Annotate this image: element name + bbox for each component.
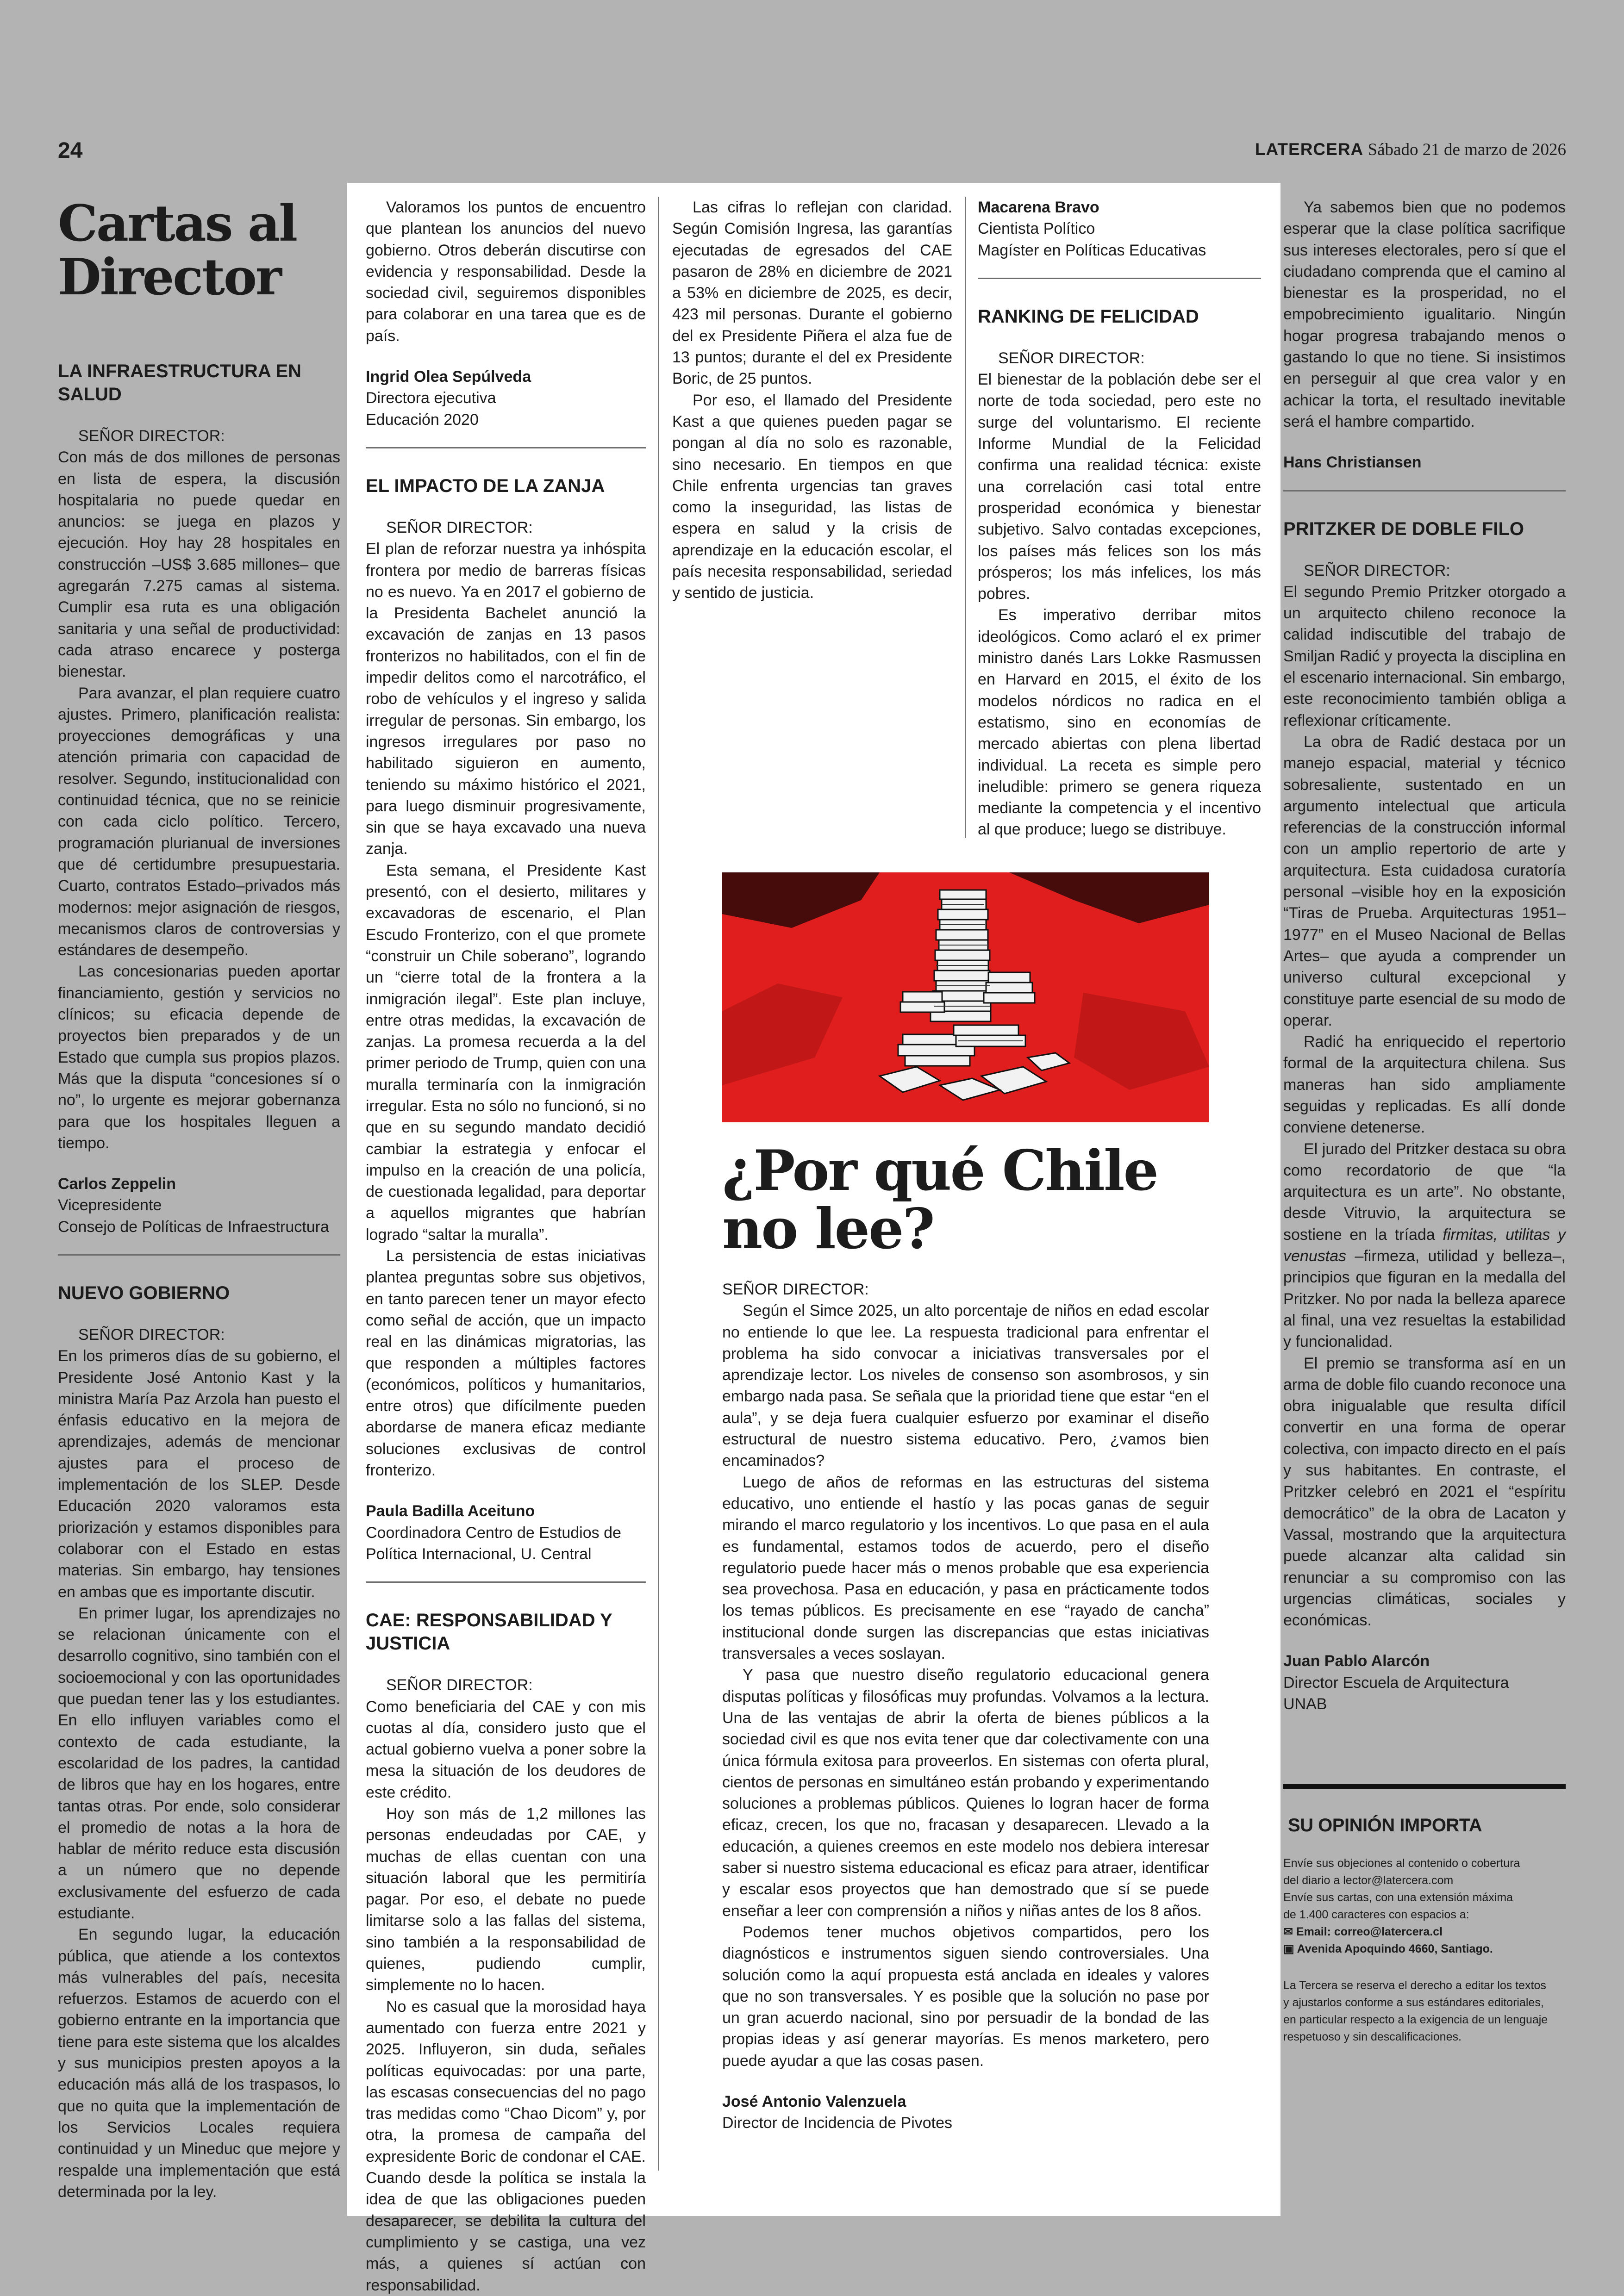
section-title: Cartas al Director: [58, 194, 297, 306]
letter-cae: [366, 1609, 646, 2296]
paragraph: Según el Simce 2025, un alto porcentaje de niños en edad escolar no entiende lo que lee. La respuesta tradicional para enfrentar el problema ha sido convocar a iniciativas transversales por el aprendizaje lector. Los niveles de consenso son asombrosos, y sin embargo nada pasa. Se señala que la prioridad tiene que estar “en el aula”, y se deja fuera cualquier esfuerzo por examinar el diseño estructural de nuestro sistema educativo. Pero, ¿vamos bien encaminados?: [722, 1302, 1209, 1470]
paragraph: Hoy son más de 1,2 millones las personas endeudadas por CAE, y muchas de ellas cuentan con una situación laboral que les permitiría pagar. Por eso, el debate no puede limitarse solo a las fallas del sistema, sino también a la responsabilidad de quienes, pudiendo cumplir, simplemente no lo hacen.: [366, 1805, 646, 1994]
paragraph: El bienestar de la población debe ser el norte de toda sociedad, pero este no surge del voluntarismo. El reciente Informe Mundial de la Felicidad confirma una realidad técnica: existe una correlación casi total entre prosperidad económica y bienestar subjetivo. Salvo contadas excepciones, los países más felices son los más prósperos; los más infelices, los más pobres.: [978, 371, 1261, 603]
divider: [58, 1254, 340, 1256]
letter-headline: PRITZKER DE DOBLE FILO: [1283, 518, 1524, 539]
letter-nuevo-gobierno: [58, 1282, 340, 2203]
letter-headline: RANKING DE FELICIDAD: [978, 306, 1199, 327]
column-3: [672, 197, 952, 604]
paragraph: Por eso, el llamado del Presidente Kast a que quienes pueden pagar se pongan al día no solo es razonable, sino necesario. En tiempos en que Chile enfrenta urgencias tan graves como la inseguridad, las listas de espera en salud y la crisis de aprendizaje en la educación escolar, el país necesita responsabilidad, seriedad y sentido de justicia.: [672, 391, 952, 602]
signer-org: Magíster en Políticas Educativas: [978, 241, 1206, 259]
divider: [366, 1581, 646, 1583]
opinion-line[interactable]: del diario a lector@latercera.com: [1283, 1873, 1454, 1887]
opinion-title: SU OPINIÓN IMPORTA: [1288, 1815, 1482, 1836]
paragraph: El segundo Premio Pritzker otorgado a un arquitecto chileno reconoce la calidad indiscutible del trabajo de Smiljan Radić y proyecta la disciplina en el escenario internacional. Sin embargo, este reconocimiento también obliga a reflexionar críticamente.: [1283, 583, 1566, 729]
signer-name: Macarena Bravo: [978, 199, 1099, 216]
signer-role: Director Escuela de Arquitectura: [1283, 1674, 1509, 1692]
signer-name: José Antonio Valenzuela: [722, 2092, 906, 2110]
signer-role: Cientista Político: [978, 220, 1095, 238]
signer-org: Educación 2020: [366, 411, 479, 429]
paragraph: En los primeros días de su gobierno, el Presidente José Antonio Kast y la ministra María Paz Arzola han puesto el énfasis educativo en la mejora de aprendizajes, además de mencionar ajustes para el proceso de implementación de los SLEP. Desde Educación 2020 valoramos esta priorización y estamos disponibles para colaborar con el Estado en estas materias. Sin embargo, hay tensiones en ambas que es importante discutir.: [58, 1347, 340, 1601]
salutation: SEÑOR DIRECTOR:: [386, 518, 533, 536]
newspaper-brand: LATERCERA: [1255, 140, 1364, 159]
paragraph: Y pasa que nuestro diseño regulatorio educacional genera disputas políticas y filosóficas muy profundas. Volvamos a la lectura. Una de las ventajas de abrir la oferta de bienes públicos a la sociedad civil es que nos evita tener que dar colectivamente con una única fórmula exitosa para proveerlos. En sistemas con oferta plural, cientos de personas en simultáneo están probando y experimentando soluciones a problemas públicos. Quienes lo logran hacer de forma eficaz, crecen, los que no, fracasan y desaparecen. Llevado a la educación, a quienes creemos en este modelo nos debiera interesar saber si nuestro sistema educacional es eficaz para atraer, identificar y escalar esos proyectos que han demostrado que sí se puede enseñar a leer con comprensión a niños y niñas antes de los 8 años.: [722, 1666, 1209, 1920]
opinion-line: Envíe sus objeciones al contenido o cobertura: [1283, 1856, 1520, 1870]
paragraph: Esta semana, el Presidente Kast presentó, con el desierto, militares y excavadoras de escenario, el Plan Escudo Fronterizo, con el que promete “construir un Chile soberano”, logrando un “cierre total de la frontera a la inmigración ilegal”. Este plan incluye, entre otras medidas, la excavación de zanjas. La promesa recuerda a la del primer periodo de Trump, quien con una muralla terminaría con la inmigración irregular. Esta no sólo no funcionó, si no que en su segundo mandato decidió cambiar la estrategia y enfocar el impulso en la creación de una policía, de cuestionada legalidad, para deportar a aquellos migrantes que habrían logrado “saltar la muralla”.: [366, 861, 646, 1244]
signer-name: Hans Christiansen: [1283, 454, 1422, 472]
book-stack-illustration: [722, 872, 1209, 1122]
envelope-icon: ✉: [1283, 1925, 1296, 1938]
column-5: [1283, 197, 1566, 2046]
salutation: SEÑOR DIRECTOR:: [998, 349, 1145, 367]
opinion-line: Envíe sus cartas, con una extensión máxima: [1283, 1891, 1513, 1904]
letter-headline: CAE: RESPONSABILIDAD Y JUSTICIA: [366, 1610, 612, 1654]
letter-headline: NUEVO GOBIERNO: [58, 1282, 230, 1303]
opinion-box: [1283, 1855, 1566, 2046]
letter-pritzker: [1283, 517, 1566, 1715]
signer-role: Coordinadora Centro de Estudios de: [366, 1524, 621, 1542]
paragraph: Como beneficiaria del CAE y con mis cuotas al día, considero justo que el actual gobierno vuelva a poner sobre la mesa la situación de los deudores de este crédito.: [366, 1698, 646, 1801]
letter-felicidad: [978, 305, 1261, 840]
issue-date: Sábado 21 de marzo de 2026: [1368, 140, 1566, 159]
signer-name: Paula Badilla Aceituno: [366, 1502, 535, 1520]
salutation: SEÑOR DIRECTOR:: [722, 1281, 869, 1298]
signer-org: Política Internacional, U. Central: [366, 1545, 592, 1563]
paragraph: Es imperativo derribar mitos ideológicos. Como aclaró el ex primer ministro danés Lars Lokke Rasmussen en Harvard en 2015, el éxito de los modelos nórdicos no radica en el estatismo, sino en economías de mercado abiertas con plena libertad individual. La receta es simple pero ineludible: primero se genera riqueza mediante la competencia y el incentivo al que produce; luego se distribuye.: [978, 606, 1261, 839]
masthead: [1255, 140, 1566, 160]
divider: [978, 278, 1261, 279]
salutation: SEÑOR DIRECTOR:: [386, 1676, 533, 1694]
divider: [366, 447, 646, 448]
column-1: [58, 194, 340, 2203]
signer-org: Consejo de Políticas de Infraestructura: [58, 1218, 329, 1236]
paragraph: Podemos tener muchos objetivos compartidos, pero los diagnósticos e instrumentos siguen siendo controversiales. Una solución como la aquí propuesta está anclada en ideales y valores que no son transversales. Y es posible que la solución no pase por un gran acuerdo nacional, sino por persuadir de la bondad de las propias ideas y así generar mayorías. Es menos marketero, pero puede ayudar a que las cosas pasen.: [722, 1923, 1209, 2070]
paragraph: La obra de Radić destaca por un manejo espacial, material y técnico sobresaliente, sustentado en un argumento intelectual que articula referencias de la construcción informal con un amplio repertorio de arte y arquitectura. Esta cuidadosa curatoría personal –visible hoy en la exposición “Tiras de Prueba. Arquitecturas 1951–1977” en el Museo Nacional de Bellas Artes– que ayuda a comprender un universo cultural excepcional y constituye parte esencial de su modo de operar.: [1283, 733, 1566, 1029]
email-line[interactable]: ✉ Email: correo@latercera.cl: [1283, 1925, 1443, 1938]
paragraph: El jurado del Pritzker destaca su obra como recordatorio de que “la arquitectura es un arte”. No obstante, desde Vitruvio, la arquitectura se sostiene en la tríada firmitas, utilitas y venustas –firmeza, utilidad y belleza–, principios que figuran en la medalla del Pritzker. No por nada la belleza aparece al final, una vez resueltas la estabilidad y funcionalidad.: [1283, 1140, 1566, 1351]
letter-headline: EL IMPACTO DE LA ZANJA: [366, 475, 605, 496]
salutation: SEÑOR DIRECTOR:: [78, 427, 225, 445]
salutation: SEÑOR DIRECTOR:: [1304, 561, 1450, 579]
address-line: ▣ Avenida Apoquindo 4660, Santiago.: [1283, 1942, 1493, 1955]
paragraph: Las cifras lo reflejan con claridad. Según Comisión Ingresa, las garantías ejecutadas de egresados del CAE pasaron de 28% en diciembre de 2021 a 53% en diciembre de 2025, es decir, 423 mil personas. Durante el gobierno del ex Presidente Piñera el alza fue de 13 puntos; durante el del ex Presidente Boric, de 25 puntos.: [672, 199, 952, 388]
paragraph: Con más de dos millones de personas en lista de espera, la discusión hospitalaria no puede quedar en anuncios: se juega en plazos y ejecución. Hoy hay 28 hospitales en construcción –US$ 3.685 millones– que agregarán 7.275 camas al sistema. Cumplir esa ruta es una obligación sanitaria y una señal de productividad: cada atraso encarece y posterga bienestar.: [58, 448, 340, 681]
signer-name: Carlos Zeppelin: [58, 1175, 176, 1193]
signer-name: Juan Pablo Alarcón: [1283, 1652, 1430, 1670]
paragraph: Radić ha enriquecido el repertorio formal de la arquitectura chilena. Sus maneras han sido ampliamente seguidas y replicadas. Es allí donde conviene detenerse.: [1283, 1033, 1566, 1137]
letter-headline: LA INFRAESTRUCTURA EN SALUD: [58, 361, 301, 404]
paragraph: El plan de reforzar nuestra ya inhóspita frontera por medio de barreras físicas no es nuevo. Ya en 2017 el gobierno de la Presidenta Bachelet anunció la excavación de zanjas en 13 pasos fronterizos no habilitados, con el fin de impedir delitos como el narcotráfico, el robo de vehículos y el ingreso y salida irregular de personas. Sin embargo, los ingresos irregulares por paso no habilitado siguieron en aumento, teniendo su máximo histórico el 2021, para luego disminuir progresivamente, sin que se haya excavado una nueva zanja.: [366, 540, 646, 858]
disclaimer-line: y ajustarlos conforme a sus estándares editoriales,: [1283, 1996, 1544, 2009]
column-rule: [965, 197, 966, 838]
letter-zanja: [366, 474, 646, 1565]
building-icon: ▣: [1283, 1942, 1297, 1955]
signer-org: UNAB: [1283, 1695, 1327, 1713]
paragraph: En primer lugar, los aprendizajes no se relacionan únicamente con el desarrollo cognitivo, sino también con el socioemocional y con las oportunidades que puedan tener las y los estudiantes. En ello influyen variables como el contexto de cada estudiante, la escolaridad de los padres, la cantidad de libros que hay en los hogares, entre tantas otras. Por ende, solo considerar el promedio de notas a la hora de hablar de mérito reduce esta discusión a un número que no depende exclusivamente del esfuerzo de cada estudiante.: [58, 1604, 340, 1922]
disclaimer-line: en particular respecto a la exigencia de un lenguaje: [1283, 2013, 1548, 2026]
divider: [1283, 490, 1566, 492]
paragraph: El premio se transforma así en un arma de doble filo cuando reconoce una obra inigualable que resulta difícil convertir en una forma de operar colectiva, con impacto directo en el país y sus habitantes. En contraste, el Pritzker celebró en 2021 el “espíritu democrático” de la obra de Lacaton y Vassal, mostrando que la arquitectura puede alcanzar alta calidad sin renunciar a su compromiso con las urgencias climáticas, sociales y económicas.: [1283, 1354, 1566, 1630]
featured-title: ¿Por qué Chile no lee?: [722, 1138, 1157, 1262]
spacer: [1283, 1958, 1566, 1977]
paragraph: Valoramos los puntos de encuentro que plantean los anuncios del nuevo gobierno. Otros deberán discutirse con evidencia y responsabilidad. Desde la sociedad civil, seguiremos disponibles para colaborar en una tarea que es de país.: [366, 199, 646, 345]
page-number: 24: [58, 138, 83, 163]
letter-infraestructura: [58, 360, 340, 1238]
paragraph: Ya sabemos bien que no podemos esperar que la clase política sacrifique sus intereses electorales, pero sí que el ciudadano comprenda que el camino al bienestar es la prosperidad, no el empobrecimiento igualitario. Ningún hogar progresa trabajando menos o gastando lo que no tiene. Si insistimos en perseguir al que crea valor y en achicar la torta, el resultado inevitable será el hambre compartido.: [1283, 199, 1566, 430]
disclaimer-line: La Tercera se reserva el derecho a editar los textos: [1283, 1979, 1546, 1992]
paragraph: Para avanzar, el plan requiere cuatro ajustes. Primero, planificación realista: proyecciones demográficas y una atención primaria con capacidad de resolver. Segundo, institucionalidad con continuidad técnica, que no se reinicie con cada ciclo político. Tercero, programación plurianual de inversiones que dé certidumbre presupuestaria. Cuarto, contratos Estado–privados más modernos: mejor asignación de riesgos, mecanismos claros de controversias y estándares de desempeño.: [58, 684, 340, 959]
signer-role: Directora ejecutiva: [366, 389, 496, 407]
signer-role: Vicepresidente: [58, 1196, 162, 1214]
featured-letter: [722, 872, 1209, 2134]
signer-name: Ingrid Olea Sepúlveda: [366, 368, 531, 386]
disclaimer-line: respetuoso y sin descalificaciones.: [1283, 2030, 1462, 2043]
book-stack-icon: [722, 872, 1209, 1122]
paragraph: No es casual que la morosidad haya aumentado con fuerza entre 2021 y 2025. Influyeron, sin duda, señales políticas equivocadas: por una parte, las escasas consecuencias del no pago tras medidas como “Chao Dicom” y, por otra, la promesa de campaña del expresidente Boric de condonar el CAE. Cuando desde la política se instala la idea de que las obligaciones pueden desaparecer, se debilita la cultura del cumplimiento y se castiga, una vez más, a quienes sí actúan con responsabilidad.: [366, 1997, 646, 2294]
paragraph: La persistencia de estas iniciativas plantea preguntas sobre sus objetivos, en tanto parecen tener un mayor efecto como señal de acción, que un impacto real en las dinámicas migratorias, las que responden a múltiples factores (económicos, políticos y humanitarios, entre otros) que difícilmente pueden abordarse de manera eficaz mediante soluciones exclusivas de control fronterizo.: [366, 1247, 646, 1480]
paragraph: Luego de años de reformas en las estructuras del sistema educativo, uno entiende el hastío y las pocas ganas de seguir mirando el marco regulatorio y los incentivos. Lo que pasa en el aula es fundamental, estamos todos de acuerdo, pero el diseño regulatorio puede hacer más o menos probable que esa experiencia sea provechosa. Pasa en educación, y pasa en prácticamente todos los temas públicos. Es precisamente en ese “rayado de cancha” institucional donde surgen las discrepancias que estas iniciativas transversales a veces soslayan.: [722, 1473, 1209, 1663]
column-2: [366, 197, 646, 2296]
paragraph: Las concesionarias pueden aportar financiamiento, gestión y servicios no clínicos; su eficacia depende de proyectos bien preparados y de un Estado que cumpla sus propios plazos. Más que la disputa “concesiones sí o no”, lo urgente es mejorar gobernanza para que los hospitales lleguen a tiempo.: [58, 963, 340, 1152]
paragraph: En segundo lugar, la educación pública, que atiende a los contextos más vulnerables del país, necesita refuerzos. Estamos de acuerdo con el gobierno entrante en la importancia que tiene para este sistema que los alcaldes y sus municipios presten apoyos a la educación más allá de los traspasos, lo que no quita que la implementación de los Servicios Locales requiera continuidad y un Mineduc que mejore y respalde una implementación que está determinada por la ley.: [58, 1926, 340, 2201]
column-4: [978, 197, 1261, 840]
salutation: SEÑOR DIRECTOR:: [78, 1325, 225, 1344]
signer-role: Director de Incidencia de Pivotes: [722, 2114, 953, 2132]
column-rule: [658, 197, 659, 2171]
opinion-line: de 1.400 caracteres con espacios a:: [1283, 1908, 1469, 1921]
opinion-rule: [1283, 1784, 1566, 1789]
